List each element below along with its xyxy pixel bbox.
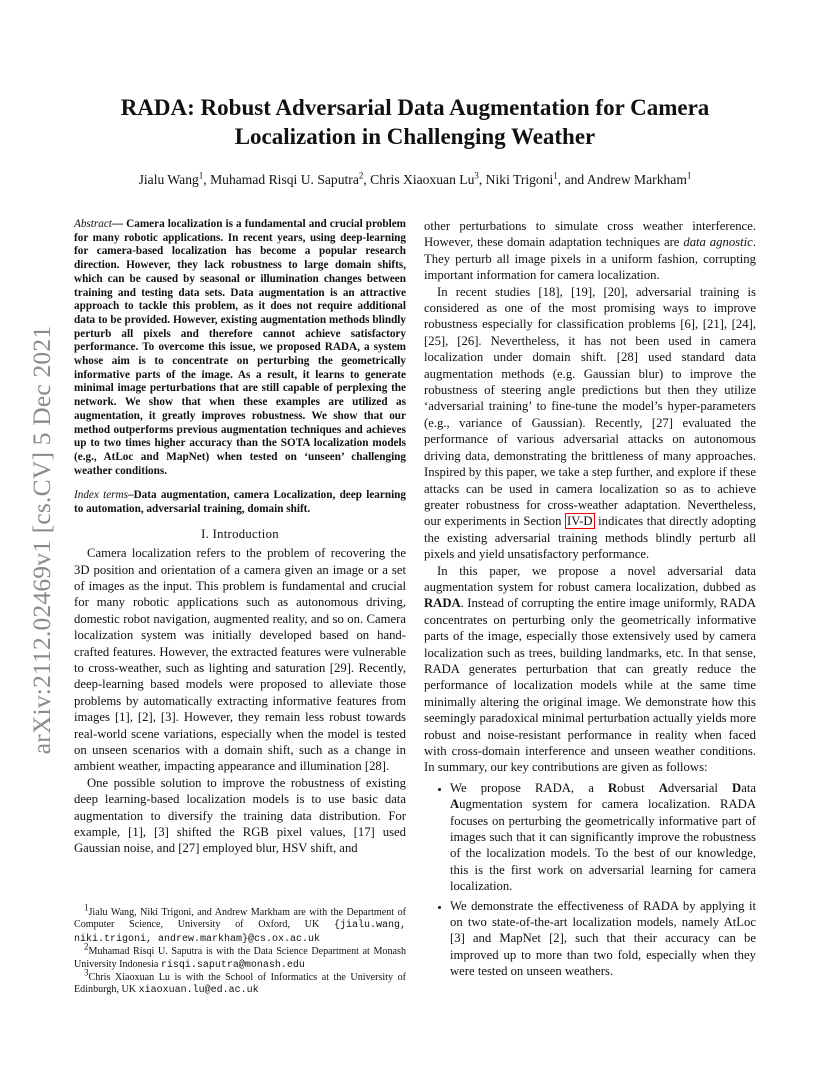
intro-paragraph-1: Camera localization refers to the problem of recovering the 3D position and orientation of a camera given an image or a set of images as the input. This problem is fundamental and crucial for many robotic applications such as autonomous driving, domestic robot navigation, augmented reality, and so on. Camera localization system was initially developed based on hand-crafted features. However, the extracted features were vulnerable to cross-weather, such as lighting and saturation [29]. Recently, deep-learning based models were proposed to alleviate those problems by automatically extracting informative features from images [1], [2], [3]. However, they remain less robust towards real-world scene variations, especially when the model is tested on unseen scenarios with a domain shift, such as a change in ambient weather, impacting appearance and illumination [28]. (74, 546, 406, 774)
contributions-list (424, 780, 756, 980)
right-column (424, 218, 756, 983)
right-p2-text-b: indicates that directly adopting the existing adversarial training methods blindly perturb all pixels and yield unsatisfactory performance. (424, 514, 756, 562)
section-ref-link[interactable]: IV-D (566, 514, 593, 529)
abstract-label: Abstract (74, 218, 112, 230)
affil-1: 1 (198, 170, 204, 181)
right-p2-text-a: In recent studies [18], [19], [20], adversarial training is considered as one of the most promising ways to improve robustness especially for classification problems [6], [21], [24], [25], [26]. Nevertheless, it has not been used in camera localization under domain shift. [28] used standard data augmentation methods (e.g. Gaussian blur) to improve the robustness of steering angle predictions but then they utilize ‘adversarial training’ to fine-tune the model’s hyper-parameters (e.g., variance of Gaussian). Recently, [27] evaluated the performance of various adversarial attacks on autonomous driving data, demonstrating the brittleness of many approaches. Inspired by this paper, we take a step further, and explore if these attacks can be used in camera localization so as to achieve greater robustness for cross-weather adaptation. Nevertheless, our experiments in Section (424, 284, 756, 529)
affil-5: 1 (686, 170, 692, 181)
bullet-1-ata: ata (741, 780, 757, 795)
footnote-1-text: Jialu Wang, Niki Trigoni, and Andrew Markham are with the Department of Computer Science, University of Oxford, UK (74, 907, 406, 931)
right-p3-text-b: . Instead of corrupting the entire image uniformly, RADA concentrates on perturbing only the geometrically informative parts of the image, especially those extensively used by camera localization such as trees, building landmarks, etc. In that sense, RADA generates perturbation that can greatly reduce the performance of localization models while at the same time minimally altering the original image. We demonstrate how this seemingly paradoxical minimal perturbation actually yields more robust and noise-resistant performance in reality when faced with cross-domain interference and unseen weather conditions. In summary, our key contributions are given as follows: (424, 596, 756, 775)
footnote-3 (74, 967, 406, 998)
affil-4: 1 (553, 170, 558, 181)
list-item (450, 780, 756, 895)
bullet-2-text: We demonstrate the effectiveness of RADA by applying it on two state-of-the-art localization models, namely AtLoc [3] and MapNet [2], such that their accuracy can be improved up to more than two fold, especially when they were tested on unseen weathers. (450, 898, 756, 979)
title-line-2: Localization in Challenging Weather (234, 124, 596, 149)
footnote-3-mark: 3 (84, 967, 89, 978)
right-p1-emphasis: data agnostic (683, 235, 753, 250)
author-2: , Muhamad Risqi U. Saputra (203, 172, 359, 187)
section-heading-introduction: I. Introduction (201, 526, 279, 541)
footnote-3-text: Chris Xiaoxuan Lu is with the School of Informatics at the University of Edinburgh, UK (74, 972, 406, 996)
paper-title (80, 93, 750, 151)
footnote-1-mark: 1 (84, 902, 89, 913)
footnote-2-email[interactable]: risqi.saputra@monash.edu (160, 959, 305, 971)
bullet-1-text-b: ugmentation system for camera localization. RADA focuses on perturbing the geometrically informative part of images such that it can significantly improve the robustness of the localization models. To the best of our knowledge, this is the first work on adversarial learning for camera localization. (450, 797, 756, 894)
abstract-text: — Camera localization is a fundamental and crucial problem for many robotic applications. In recent years, using deep-learning for camera-based localization has become a popular research direction. However, they lack robustness to large domain shifts, which can be caused by seasonal or illumination changes between training and testing data sets. Data augmentation is an attractive approach to tackle this problem, as it does not require additional data to be provided. However, existing augmentation methods blindly perturb all pixels and therefore cannot achieve satisfactory performance. To overcome this issue, we proposed RADA, a system whose aim is to concentrate on perturbing the geometrically informative parts of the image. As a result, it learns to generate minimal image perturbations that are still capable of perplexing the network. We show that when these examples are utilized as augmentation, it greatly improves robustness. We show that our method outperforms previous augmentation techniques and achieves up to two times higher accuracy than the SOTA localization models (e.g., AtLoc and MapNet) when tested on ‘unseen’ challenging weather conditions. (74, 218, 406, 477)
bullet-1-a2: A (450, 797, 460, 812)
list-item (450, 898, 756, 980)
index-terms-label: Index terms (74, 489, 128, 502)
bullet-1-r: R (607, 780, 618, 795)
bullet-1-d: D (732, 780, 742, 795)
bullet-1-obust: obust (617, 780, 659, 795)
footnote-1 (74, 902, 406, 946)
abstract (74, 218, 406, 478)
arxiv-sidebar-id (22, 290, 62, 790)
footnotes (74, 902, 406, 998)
right-p3-text-a: In this paper, we propose a novel adversarial data augmentation system for robust camera localization, dubbed as (424, 563, 756, 594)
index-terms-text: –Data augmentation, camera Localization, deep learning to automation, adversarial training, domain shift. (74, 489, 406, 516)
footnote-2 (74, 941, 406, 972)
author-5: , and Andrew Markham (557, 172, 687, 187)
right-p1-text-b: . They perturb all image pixels in a uniform fashion, corrupting important information for camera localization. (424, 235, 756, 283)
right-p3-bold: RADA (424, 596, 461, 611)
right-paragraph-3 (424, 563, 756, 776)
title-line-1: RADA: Robust Adversarial Data Augmentation for Camera (120, 95, 710, 120)
right-paragraph-2 (424, 284, 756, 563)
left-column (74, 218, 406, 857)
author-list (60, 172, 770, 188)
right-p1-text-a: other perturbations to simulate cross weather interference. However, these domain adaptation techniques are (424, 219, 756, 250)
index-terms (74, 489, 406, 516)
footnote-1-email[interactable]: {jialu.wang, niki.trigoni, andrew.markham}@cs.ox.ac.uk (74, 920, 406, 945)
bullet-1-a: A (658, 780, 668, 795)
affil-3: 3 (474, 170, 479, 181)
author-3: , Chris Xiaoxuan Lu (363, 172, 475, 187)
footnote-3-email[interactable]: xiaoxuan.lu@ed.ac.uk (138, 985, 259, 997)
bullet-1-text-a: We propose RADA, a (450, 780, 608, 795)
author-4: , Niki Trigoni (478, 172, 554, 187)
affil-2: 2 (358, 170, 364, 181)
arxiv-id-text: arXiv:2112.02469v1 [cs.CV] 5 Dec 2021 (27, 325, 56, 755)
footnote-2-text: Muhamad Risqi U. Saputra is with the Data Science Department at Monash University Indonesia (74, 946, 406, 970)
right-paragraph-1 (424, 218, 756, 284)
footnote-2-mark: 2 (84, 941, 89, 952)
author-1: Jialu Wang (138, 172, 199, 187)
bullet-1-dversarial: dversarial (667, 780, 733, 795)
intro-paragraph-2: One possible solution to improve the robustness of existing deep learning-based localization models is to use basic data augmentation to diversify the training data distribution. For example, [1], [3] shifted the RGB pixel values, [17] used Gaussian noise, and [27] employed blur, HSV shift, and (74, 775, 406, 856)
